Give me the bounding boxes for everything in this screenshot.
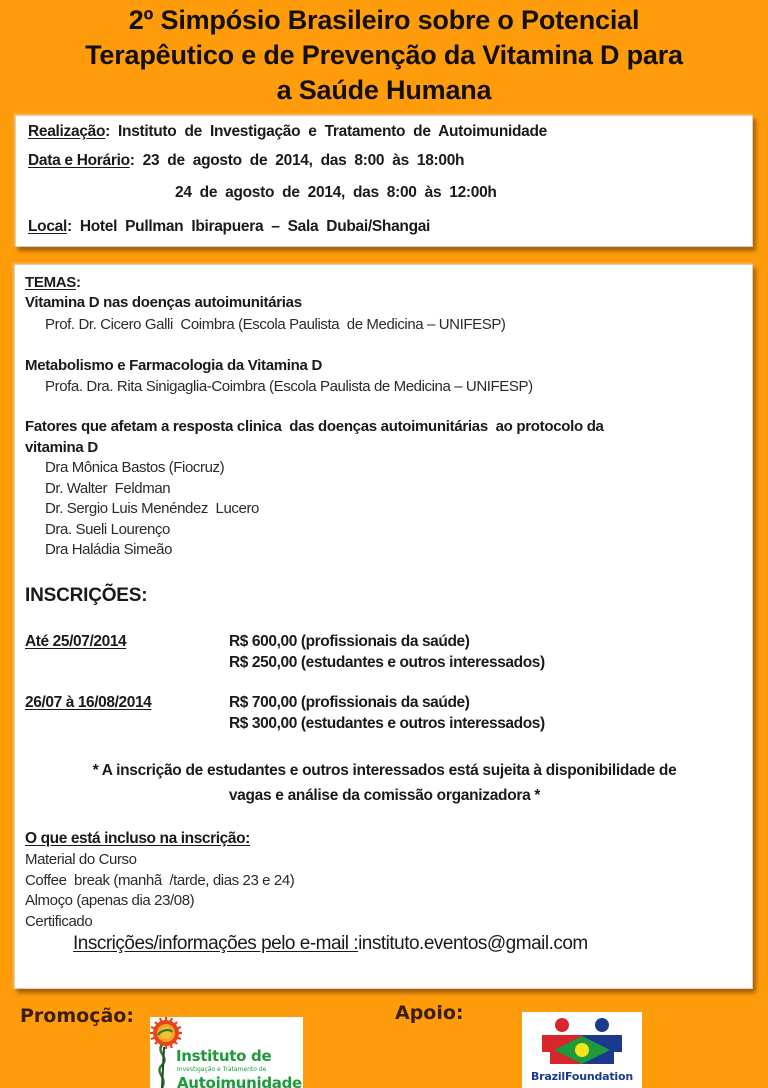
realizacao-label: Realização — [28, 123, 106, 140]
local-label: Local — [28, 218, 67, 235]
instituto-logo-line-1: Instituto de — [176, 1047, 272, 1065]
event-title — [0, 3, 768, 108]
data-line — [28, 152, 464, 170]
temas-heading: TEMAS: — [25, 274, 81, 291]
period-1-price-2: R$ 250,00 (estudantes e outros interessados) — [229, 654, 545, 671]
realizacao-line — [28, 123, 547, 141]
data-value-1: : 23 de agosto de 2014, das 8:00 às 18:00h — [129, 152, 465, 169]
incluso-item-4: Certificado — [25, 913, 93, 930]
apoio-label: Apoio: — [395, 1002, 464, 1024]
topic-1-title: Vitamina D nas doenças autoimunitárias — [25, 294, 302, 311]
topic-2-speaker: Profa. Dra. Rita Sinigaglia-Coimbra (Escola Paulista de Medicina – UNIFESP) — [45, 378, 533, 395]
data-value-2: 24 de agosto de 2014, das 8:00 às 12:00h — [175, 184, 497, 201]
local-line — [28, 218, 430, 236]
note-line-1: * A inscrição de estudantes e outros interessados está sujeita à disponibilidade de — [92, 762, 677, 779]
data-label: Data e Horário — [28, 152, 130, 169]
period-1-price-1: R$ 600,00 (profissionais da saúde) — [229, 633, 470, 650]
incluso-item-3: Almoço (apenas dia 23/08) — [25, 892, 195, 909]
brazilfoundation-logo — [522, 1012, 642, 1088]
instituto-logo-line-3: Autoimunidade — [177, 1074, 302, 1088]
topic-3-speaker-2: Dr. Walter Feldman — [45, 480, 171, 497]
topic-3-speaker-5: Dra Haládia Simeão — [45, 541, 173, 558]
period-1-label: Até 25/07/2014 — [25, 633, 127, 650]
incluso-heading: O que está incluso na inscrição: — [25, 830, 250, 847]
period-2-price-2: R$ 300,00 (estudantes e outros interessados) — [229, 715, 545, 732]
topic-1-speaker: Prof. Dr. Cicero Galli Coimbra (Escola Paulista de Medicina – UNIFESP) — [45, 316, 506, 333]
topic-3-title-line-1: Fatores que afetam a resposta clinica das doenças autoimunitárias ao protocolo da — [25, 418, 604, 435]
topic-3-speaker-3: Dr. Sergio Luis Menéndez Lucero — [45, 500, 259, 517]
period-2-label: 26/07 à 16/08/2014 — [25, 694, 152, 711]
event-info-box — [15, 115, 753, 247]
contact-label: Inscrições/informações pelo e-mail : — [73, 933, 359, 954]
topic-3-title-line-2: vitamina D — [25, 439, 98, 456]
contact-email[interactable]: instituto.eventos@gmail.com — [358, 933, 588, 954]
promocao-label: Promoção: — [20, 1005, 134, 1027]
title-line-2: Terapêutico e de Prevenção da Vitamina D para — [85, 40, 683, 70]
local-value: : Hotel Pullman Ibirapuera – Sala Dubai/Shangai — [66, 218, 431, 235]
incluso-item-2: Coffee break (manhã /tarde, dias 23 e 24) — [25, 872, 295, 889]
topic-3-speaker-4: Dra. Sueli Lourenço — [45, 521, 170, 538]
inscricoes-heading: INSCRIÇÕES: — [25, 585, 148, 606]
title-line-3: a Saúde Humana — [276, 75, 492, 105]
program-box — [14, 264, 753, 989]
topic-2-title: Metabolismo e Farmacologia da Vitamina D — [25, 357, 322, 374]
contact-line — [73, 933, 588, 955]
brazilfoundation-logo-text: BrazilFoundation — [531, 1070, 633, 1083]
title-line-1: 2º Simpósio Brasileiro sobre o Potencial — [128, 5, 640, 35]
realizacao-value: : Instituto de Investigação e Tratamento de Autoimunidade — [105, 123, 547, 140]
instituto-logo — [150, 1017, 303, 1088]
topic-3-speaker-1: Dra Mônica Bastos (Fiocruz) — [45, 459, 225, 476]
period-2-price-1: R$ 700,00 (profissionais da saúde) — [229, 694, 470, 711]
data-line-2 — [175, 184, 497, 202]
brazilfoundation-emblem-icon — [522, 1012, 642, 1070]
incluso-item-1: Material do Curso — [25, 851, 137, 868]
instituto-logo-line-2: Investigação e Tratamento de — [177, 1066, 267, 1073]
note-line-2: vagas e análise da comissão organizadora * — [228, 787, 541, 804]
